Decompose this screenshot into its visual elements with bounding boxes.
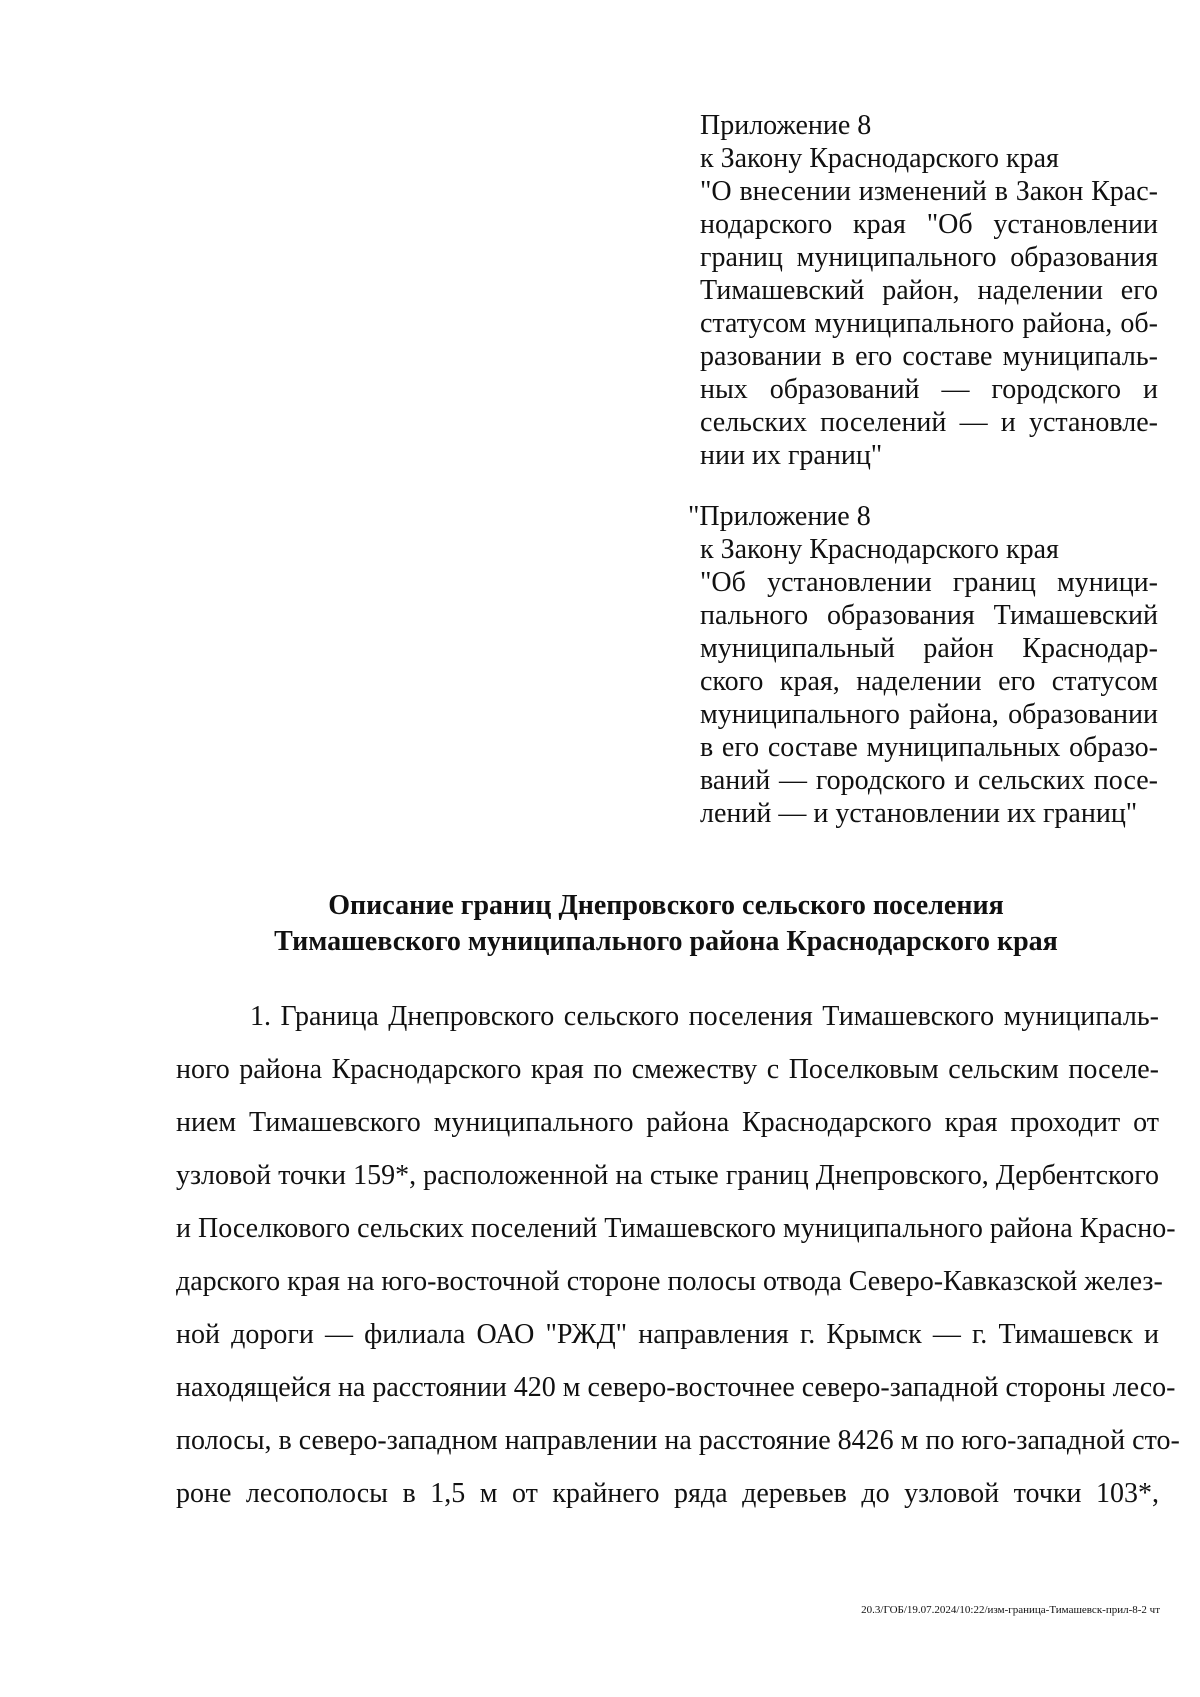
body-line: 1. Граница Днепровского сельского поселения Тимашевского муниципаль- — [250, 1001, 1159, 1032]
appendix-line: границ муниципального образования — [700, 242, 1158, 273]
document-title — [176, 888, 1156, 960]
appendix-line: ского края, наделении его статусом — [700, 666, 1158, 697]
appendix-line: "Об установлении границ муници- — [700, 567, 1158, 598]
body-line: ного района Краснодарского края по смежеству с Поселковым сельским поселе- — [176, 1054, 1159, 1085]
appendix-line: муниципального района, образовании — [700, 699, 1158, 730]
appendix-line: к Закону Краснодарского края — [700, 534, 1059, 565]
appendix-line: муниципальный район Краснодар- — [700, 633, 1158, 664]
appendix-line: лений — и установлении их границ" — [700, 798, 1138, 829]
appendix-line: ваний — городского и сельских посе- — [700, 765, 1158, 796]
appendix-line: ных образований — городского и — [700, 374, 1158, 405]
body-line: узловой точки 159*, расположенной на стыке границ Днепровского, Дербентского — [176, 1160, 1159, 1191]
appendix-line: статусом муниципального района, об- — [700, 308, 1158, 339]
appendix-header-previous — [688, 500, 1158, 830]
appendix-line: разовании в его составе муниципаль- — [700, 341, 1158, 372]
body-line: ной дороги — филиала ОАО "РЖД" направления г. Крымск — г. Тимашевск и — [176, 1319, 1159, 1350]
body-line: полосы, в северо-западном направлении на расстояние 8426 м по юго-западной сто- — [176, 1425, 1180, 1456]
body-line: и Поселкового сельских поселений Тимашевского муниципального района Красно- — [176, 1213, 1176, 1244]
appendix-line: "Приложение 8 — [688, 501, 871, 532]
body-paragraph — [176, 990, 1180, 1520]
appendix-line: к Закону Краснодарского края — [700, 143, 1059, 174]
title-line-1: Описание границ Днепровского сельского поселения — [328, 890, 1004, 921]
appendix-line: в его составе муниципальных образо- — [700, 732, 1158, 763]
appendix-line: нодарского края "Об установлении — [700, 209, 1158, 240]
appendix-line: "О внесении изменений в Закон Крас- — [700, 176, 1158, 207]
appendix-line: Приложение 8 — [700, 110, 872, 141]
appendix-line: Тимашевский район, наделении его — [700, 275, 1158, 306]
appendix-line: пального образования Тимашевский — [700, 600, 1158, 631]
body-line: дарского края на юго-восточной стороне полосы отвода Северо-Кавказской желез- — [176, 1266, 1163, 1297]
appendix-line: сельских поселений — и установле- — [700, 407, 1158, 438]
body-line: нием Тимашевского муниципального района Краснодарского края проходит от — [176, 1107, 1159, 1138]
appendix-line: нии их границ" — [700, 440, 883, 471]
appendix-header-current — [700, 109, 1158, 472]
footer-document-code: 20.3/ГОБ/19.07.2024/10:22/изм-граница-Тимашевск-прил-8-2 чт — [861, 1604, 1160, 1616]
title-line-2: Тимашевского муниципального района Краснодарского края — [274, 926, 1058, 957]
body-line: находящейся на расстоянии 420 м северо-восточнее северо-западной стороны лесо- — [176, 1372, 1176, 1403]
body-line: роне лесополосы в 1,5 м от крайнего ряда деревьев до узловой точки 103*, — [176, 1478, 1159, 1509]
